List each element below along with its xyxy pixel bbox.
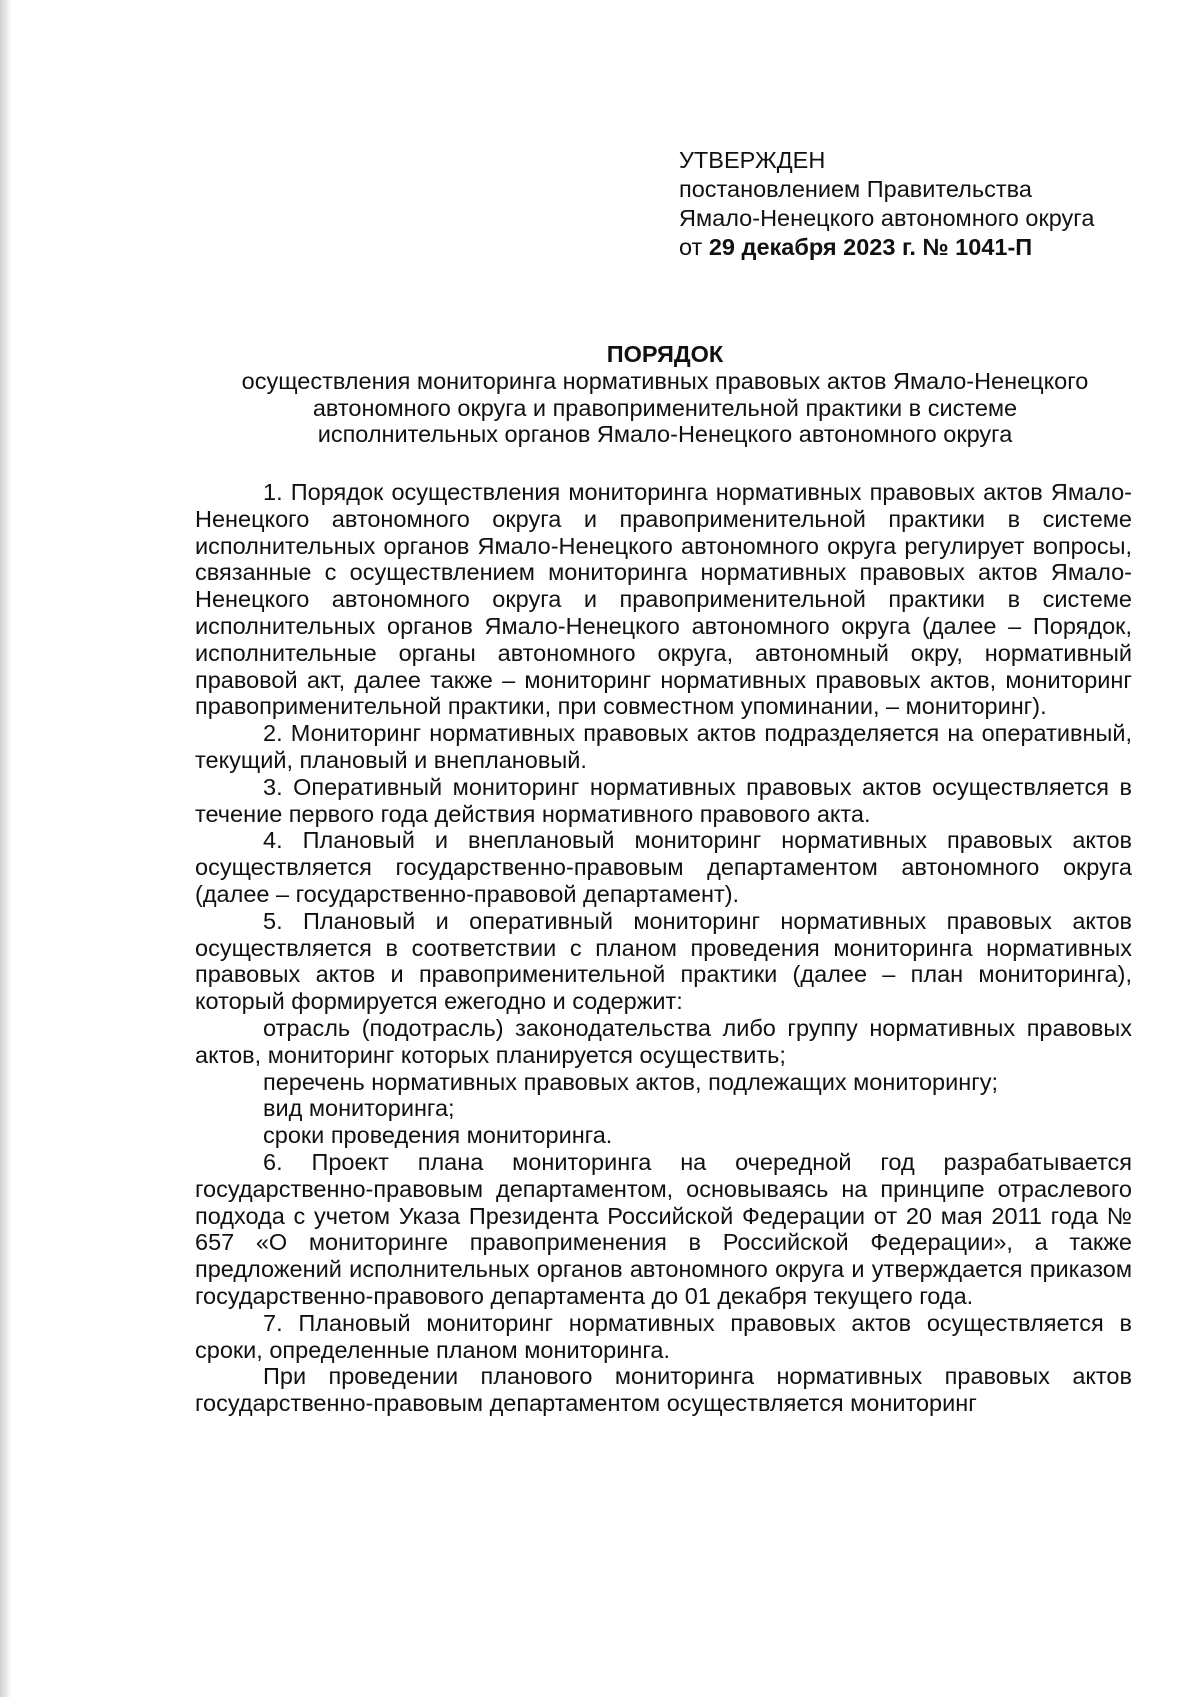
- document-subtitle-line-3: исполнительных органов Ямало-Ненецкого автономного округа: [317, 421, 1013, 448]
- document-title: ПОРЯДОК: [606, 341, 724, 367]
- approval-stamp: УТВЕРЖДЕН: [679, 147, 826, 173]
- paragraph-5: 5. Плановый и оперативный мониторинг нормативных правовых актов осуществляется в соответствии с планом проведения мониторинга нормативных правовых актов и правоприменительной практики (далее – план мониторинга), который формируется ежегодно и содержит:: [195, 907, 1132, 1015]
- approval-date-prefix: от: [679, 234, 703, 260]
- paragraph-6: 6. Проект плана мониторинга на очередной год разрабатывается государственно-правовым департаментом, основываясь на принципе отраслевого подхода с учетом Указа Президента Российской Федерации от 20 мая 2011 года № 657 «О мониторинге правоприменения в Российской Федерации», а также предложений исполнительных органов автономного округа и утверждается приказом государственно-правового департамента до 01 декабря текущего года.: [195, 1148, 1132, 1309]
- approval-line-1: постановлением Правительства: [679, 176, 1032, 202]
- approval-block: [679, 146, 1149, 262]
- approval-date: [679, 233, 1149, 262]
- scan-edge: [0, 0, 12, 1697]
- list-item-monitoring-type: вид мониторинга;: [263, 1095, 455, 1122]
- document-body: [195, 479, 1132, 1417]
- approval-line-2: Ямало-Ненецкого автономного округа: [679, 205, 1095, 231]
- paragraph-8: При проведении планового мониторинга нормативных правовых актов государственно-правовым департаментом осуществляется мониторинг: [195, 1363, 1132, 1417]
- paragraph-2: 2. Мониторинг нормативных правовых актов подразделяется на оперативный, текущий, плановый и внеплановый.: [195, 720, 1132, 773]
- list-item-industry: отрасль (подотрасль) законодательства либо группу нормативных правовых актов, мониторинг которых планируется осуществить;: [195, 1014, 1132, 1068]
- paragraph-1: 1. Порядок осуществления мониторинга нормативных правовых актов Ямало-Ненецкого автономного округа и правоприменительной практики в системе исполнительных органов Ямало-Ненецкого автономного округа регулирует вопросы, связанные с осуществлением мониторинга нормативных правовых актов Ямало-Ненецкого автономного округа и правоприменительной практики в системе исполнительных органов Ямало-Ненецкого автономного округа (далее – Порядок, исполнительные органы автономного округа, автономный окру, нормативный правовой акт, далее также – мониторинг нормативных правовых актов, мониторинг правоприменительной практики, при совместном упоминании, – мониторинг).: [195, 479, 1132, 720]
- document-subtitle-line-2: автономного округа и правоприменительной практики в системе: [312, 394, 1018, 421]
- list-item-act-list: перечень нормативных правовых актов, подлежащих мониторингу;: [263, 1068, 999, 1095]
- paragraph-7: 7. Плановый мониторинг нормативных правовых актов осуществляется в сроки, определенные планом мониторинга.: [195, 1309, 1132, 1363]
- paragraph-3: 3. Оперативный мониторинг нормативных правовых актов осуществляется в течение первого года действия нормативного правового акта.: [195, 773, 1132, 827]
- document-title-block: [195, 341, 1135, 448]
- approval-date-value: 29 декабря 2023 г. № 1041-П: [708, 234, 1033, 260]
- paragraph-4: 4. Плановый и внеплановый мониторинг нормативных правовых актов осуществляется государственно-правовым департаментом автономного округа (далее – государственно-правовой департамент).: [195, 827, 1132, 907]
- list-item-deadlines: сроки проведения мониторинга.: [263, 1122, 613, 1149]
- document-subtitle-line-1: осуществления мониторинга нормативных правовых актов Ямало-Ненецкого: [241, 367, 1089, 394]
